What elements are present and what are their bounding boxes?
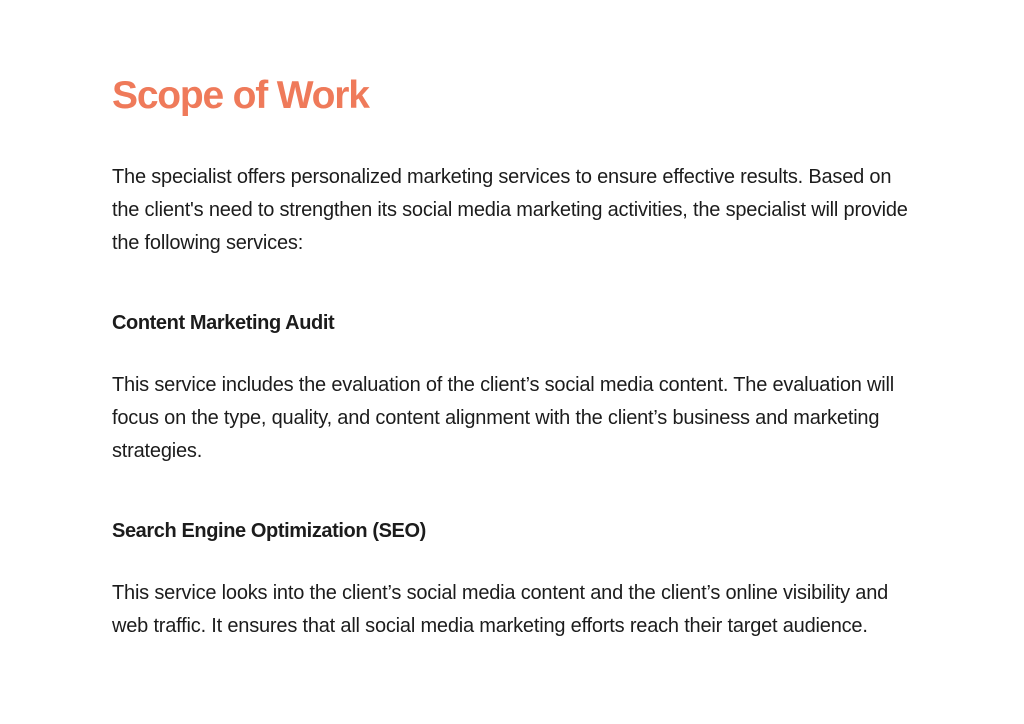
page-title: Scope of Work <box>112 74 369 117</box>
section-heading-content-marketing-audit: Content Marketing Audit <box>112 312 335 334</box>
section-body-seo: This service looks into the client’s social media content and the client’s online visibility and web traffic. It ensures that all social media marketing efforts reach their target audience. <box>112 582 889 637</box>
section-heading-seo: Search Engine Optimization (SEO) <box>112 520 426 542</box>
section-body-content-marketing-audit: This service includes the evaluation of the client’s social media content. The evaluation will focus on the type, quality, and content alignment with the client’s business and marketing strategies. <box>112 374 895 462</box>
intro-paragraph: The specialist offers personalized marketing services to ensure effective results. Based on the client's need to strengthen its social media marketing activities, the specialist will provide the following services: <box>112 166 908 254</box>
document-page <box>112 70 912 643</box>
